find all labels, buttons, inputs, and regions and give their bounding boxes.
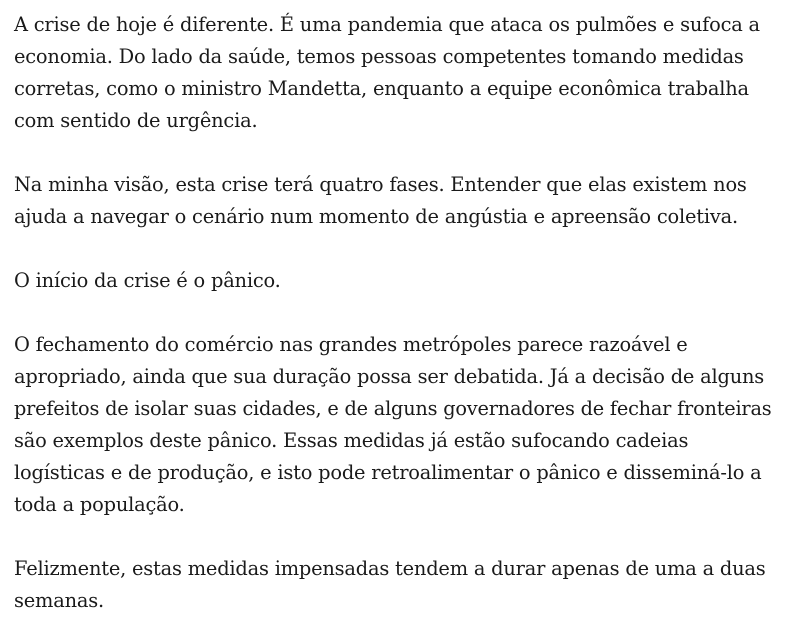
paragraph-1 — [14, 9, 772, 137]
article-body — [14, 9, 772, 617]
text-line: Felizmente, estas medidas impensadas tendem a durar apenas de uma a duas — [14, 557, 766, 580]
paragraph-2 — [14, 169, 772, 233]
text-line: ajuda a navegar o cenário num momento de angústia e apreensão coletiva. — [14, 205, 738, 228]
paragraph-3 — [14, 265, 772, 297]
text-line: prefeitos de isolar suas cidades, e de alguns governadores de fechar fronteiras — [14, 397, 772, 420]
text-line: semanas. — [14, 589, 104, 612]
text-line: com sentido de urgência. — [14, 109, 258, 132]
text-line: toda a população. — [14, 493, 185, 516]
paragraph-5 — [14, 553, 772, 617]
text-line: são exemplos deste pânico. Essas medidas já estão sufocando cadeias — [14, 429, 689, 452]
text-line: O fechamento do comércio nas grandes metrópoles parece razoável e — [14, 333, 688, 356]
text-line: Na minha visão, esta crise terá quatro fases. Entender que elas existem nos — [14, 173, 747, 196]
text-line: A crise de hoje é diferente. É uma pandemia que ataca os pulmões e sufoca a — [14, 13, 760, 36]
text-line: O início da crise é o pânico. — [14, 269, 281, 292]
paragraph-4 — [14, 329, 772, 521]
text-line: economia. Do lado da saúde, temos pessoas competentes tomando medidas — [14, 45, 744, 68]
text-line: logísticas e de produção, e isto pode retroalimentar o pânico e disseminá-lo a — [14, 461, 762, 484]
text-line: apropriado, ainda que sua duração possa ser debatida. Já a decisão de alguns — [14, 365, 765, 388]
text-line: corretas, como o ministro Mandetta, enquanto a equipe econômica trabalha — [14, 77, 749, 100]
